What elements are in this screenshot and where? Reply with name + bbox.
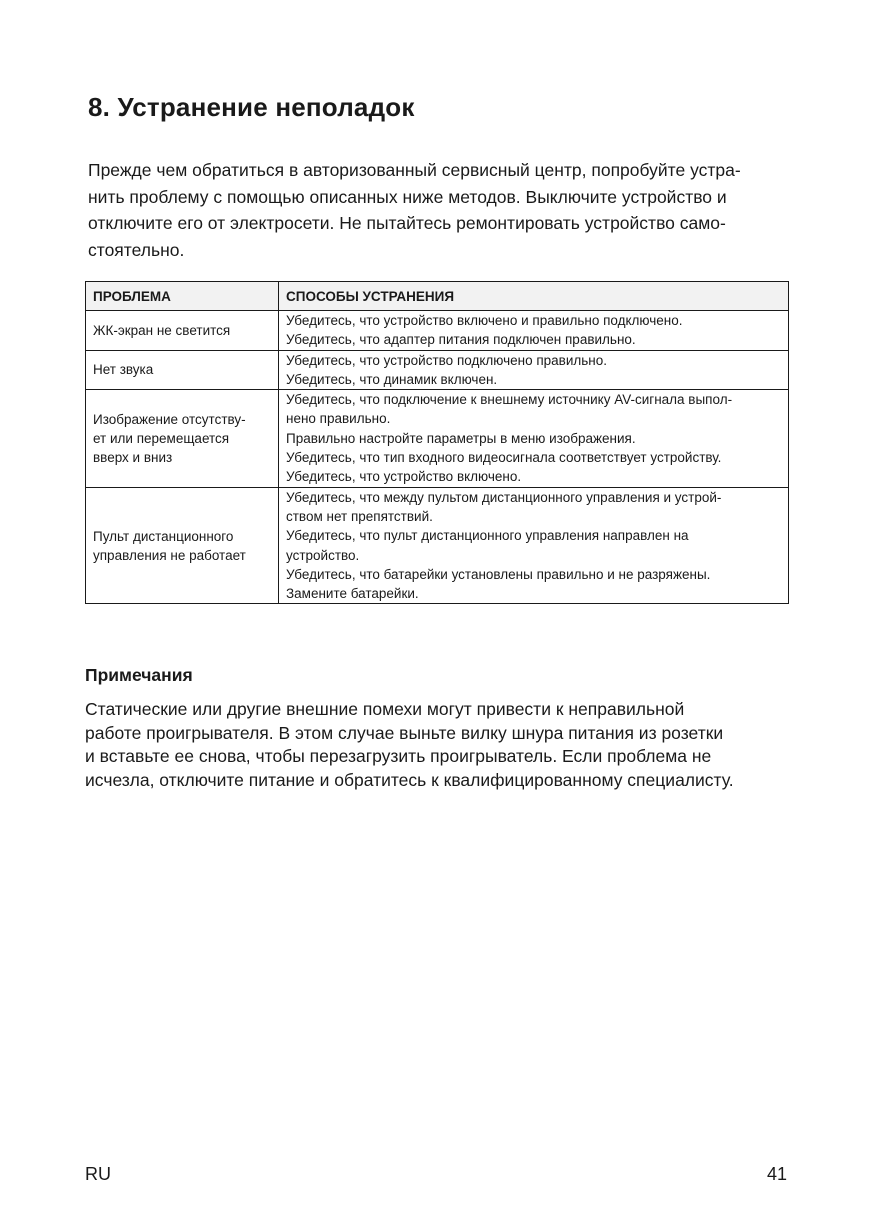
table-header-row — [86, 282, 789, 311]
footer-language: RU — [85, 1164, 111, 1184]
troubleshooting-table — [85, 281, 789, 604]
solution-line: ством нет препятствий. — [286, 508, 433, 524]
page-title: 8. Устранение неполадок — [88, 92, 415, 122]
solution-line: нено правильно. — [286, 411, 391, 427]
intro-line: отключите его от электросети. Не пытайтесь ремонтировать устройство само- — [88, 213, 726, 233]
solution-line: Убедитесь, что устройство подключено правильно. — [286, 352, 608, 368]
solution-line: Убедитесь, что динамик включен. — [286, 371, 498, 387]
problem-cell — [86, 350, 279, 390]
intro-line: Прежде чем обратиться в авторизованный сервисный центр, попробуйте устра- — [88, 160, 741, 180]
notes-line: Статические или другие внешние помехи могут привести к неправильной — [85, 699, 685, 719]
solution-line: Убедитесь, что между пультом дистанционного управления и устрой- — [286, 489, 722, 505]
solution-line: Убедитесь, что пульт дистанционного управления направлен на — [286, 528, 689, 544]
solution-line: Убедитесь, что устройство включено. — [286, 469, 522, 485]
header-problem: ПРОБЛЕМА — [86, 282, 279, 311]
solution-cell — [279, 487, 789, 604]
solution-line: Убедитесь, что тип входного видеосигнала соответствует устройству. — [286, 450, 722, 466]
problem-text: ЖК-экран не светится — [93, 322, 231, 338]
solution-line: Убедитесь, что батарейки установлены правильно и не разряжены. — [286, 566, 711, 582]
notes-heading: Примечания — [85, 665, 193, 685]
intro-line: нить проблему с помощью описанных ниже методов. Выключите устройство и — [88, 186, 727, 207]
table-row — [86, 390, 789, 487]
notes-line: исчезла, отключите питание и обратитесь к квалифицированному специалисту. — [85, 769, 734, 790]
notes-paragraph — [85, 698, 790, 792]
intro-line: стоятельно. — [88, 239, 185, 260]
problem-text: управления не работает — [93, 547, 246, 563]
page-number: 41 — [766, 1164, 787, 1184]
problem-text: Изображение отсутству- — [93, 411, 246, 427]
problem-text: Нет звука — [93, 362, 154, 378]
problem-cell — [86, 390, 279, 487]
solution-line: Убедитесь, что подключение к внешнему источнику AV-сигнала выпол- — [286, 392, 733, 408]
solution-cell — [279, 350, 789, 390]
problem-text: Пульт дистанционного — [93, 528, 234, 544]
problem-text: ет или перемещается — [93, 430, 230, 446]
solution-line: Убедитесь, что адаптер питания подключен правильно. — [286, 332, 636, 348]
header-solutions: СПОСОБЫ УСТРАНЕНИЯ — [279, 282, 789, 311]
intro-paragraph — [88, 157, 788, 263]
solution-cell — [279, 390, 789, 487]
notes-line: работе проигрывателя. В этом случае выньте вилку шнура питания из розетки — [85, 722, 724, 743]
table-row — [86, 487, 789, 604]
solution-line: Замените батарейки. — [286, 586, 419, 602]
solution-line: устройство. — [286, 547, 360, 563]
problem-cell — [86, 487, 279, 604]
problem-text: вверх и вниз — [93, 449, 173, 465]
notes-line: и вставьте ее снова, чтобы перезагрузить проигрыватель. Если проблема не — [85, 746, 712, 766]
solution-cell — [279, 311, 789, 351]
solution-line: Убедитесь, что устройство включено и правильно подключено. — [286, 313, 683, 328]
problem-cell — [86, 311, 279, 351]
solution-line: Правильно настройте параметры в меню изображения. — [286, 430, 636, 446]
table-row — [86, 311, 789, 351]
table-row — [86, 350, 789, 390]
